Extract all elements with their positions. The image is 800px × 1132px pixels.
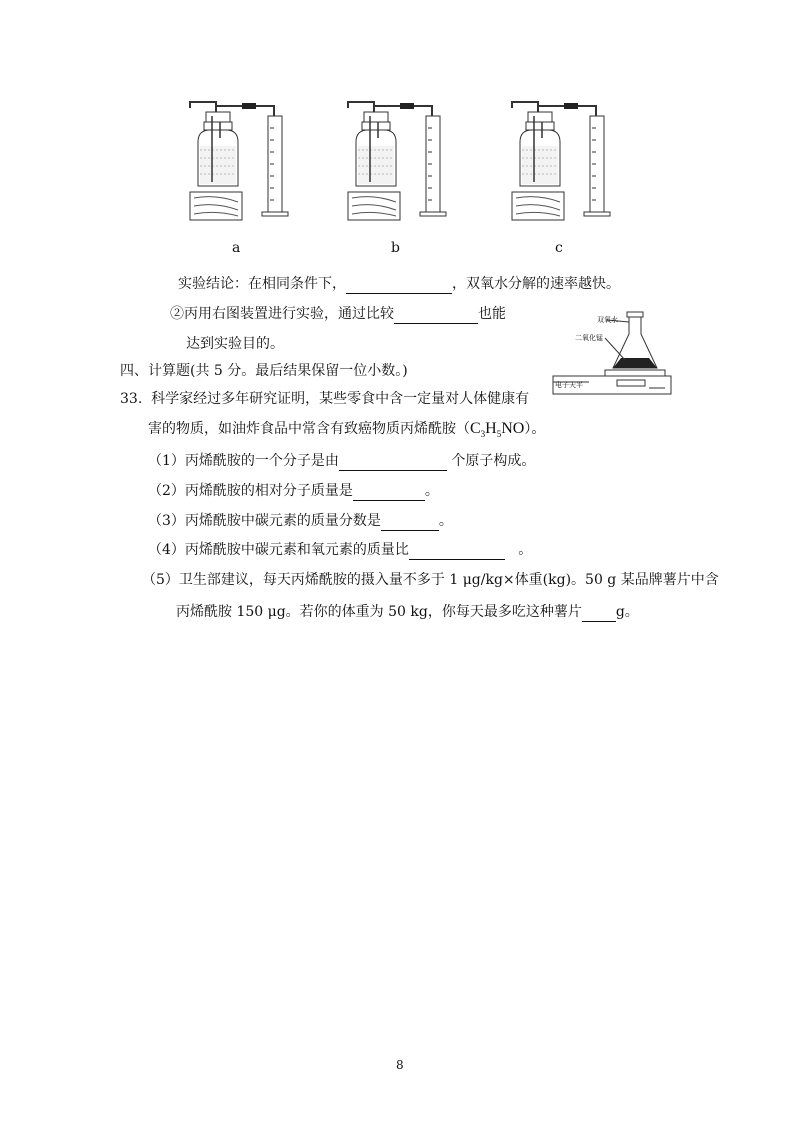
section-four-heading: 四、计算题(共 5 分。最后结果保留一位小数。) — [120, 363, 408, 379]
sub5-answer-blank[interactable] — [582, 603, 616, 622]
q33-sub2 — [148, 482, 439, 501]
q33-sub5-line1: （5）卫生部建议，每天丙烯酰胺的摄入量不多于 1 μg/kg×体重(kg)。50 g 某品牌薯片中含 — [142, 572, 719, 588]
q33-stem-line1 — [120, 390, 529, 408]
sub4-prefix: （4）丙烯酰胺中碳元素和氧元素的质量比 — [148, 542, 409, 558]
q33-number: 33. — [120, 391, 143, 407]
sub2-suffix: 。 — [424, 483, 439, 499]
sub4-answer-blank[interactable] — [409, 541, 505, 560]
sub5-suffix: g。 — [615, 604, 639, 620]
chemical-formula — [470, 420, 525, 440]
apparatus-a — [186, 98, 296, 223]
q33-sub5-line2 — [176, 603, 639, 622]
conclusion-line — [178, 275, 620, 294]
conclusion-suffix: ，双氧水分解的速率越快。 — [452, 276, 620, 292]
sub1-answer-blank[interactable] — [339, 452, 447, 471]
sub1-prefix: （1）丙烯酰胺的一个分子是由 — [148, 453, 339, 469]
bing-answer-blank[interactable] — [394, 305, 478, 324]
label-electronic-balance: 电子天平 — [555, 381, 583, 389]
apparatus-label-b: b — [391, 240, 400, 256]
conclusion-answer-blank[interactable] — [346, 275, 452, 294]
label-hydrogen-peroxide: 双氧水 — [597, 316, 618, 324]
label-manganese-dioxide: 二氧化锰 — [575, 334, 603, 342]
bing-suffix: 也能 — [478, 306, 506, 322]
sub2-prefix: （2）丙烯酰胺的相对分子质量是 — [148, 483, 353, 499]
q33-sub4 — [148, 541, 532, 560]
q33-stem-text2-end: ）。 — [524, 421, 546, 437]
apparatus-label-c: c — [555, 240, 563, 256]
formula-h-subscript: 5 — [496, 429, 502, 440]
sub3-prefix: （3）丙烯酰胺中碳元素的质量分数是 — [148, 513, 381, 529]
bing-prefix: ②丙用右图装置进行实验，通过比较 — [170, 306, 394, 322]
q33-stem-text2: 害的物质，如油炸食品中常含有致癌物质丙烯酰胺（ — [148, 421, 470, 437]
q33-stem-line2 — [148, 420, 545, 438]
sub3-answer-blank[interactable] — [381, 512, 439, 531]
sub5-prefix: 丙烯酰胺 150 μg。若你的体重为 50 kg，你每天最多吃这种薯片 — [176, 604, 582, 620]
bing-continuation: 达到实验目的。 — [186, 336, 284, 352]
sub3-suffix: 。 — [438, 513, 453, 529]
apparatus-label-a: a — [232, 240, 241, 256]
formula-h: H — [485, 420, 497, 437]
page-number: 8 — [396, 1058, 404, 1072]
sub2-answer-blank[interactable] — [353, 482, 425, 501]
formula-c-subscript: 3 — [480, 429, 486, 440]
balance-figure — [545, 308, 675, 398]
sub1-suffix: 个原子构成。 — [451, 453, 536, 469]
bing-line — [170, 305, 506, 324]
sub4-suffix: 。 — [518, 542, 533, 558]
q33-stem-text1: 科学家经过多年研究证明，某些零食中含一定量对人体健康有 — [151, 391, 530, 407]
apparatus-c — [508, 98, 618, 223]
formula-no: NO — [501, 420, 525, 437]
apparatus-b — [344, 98, 454, 223]
q33-sub3 — [148, 512, 453, 531]
conclusion-prefix: 实验结论：在相同条件下， — [178, 276, 346, 292]
formula-c: C — [470, 420, 481, 437]
q33-sub1 — [148, 452, 535, 471]
